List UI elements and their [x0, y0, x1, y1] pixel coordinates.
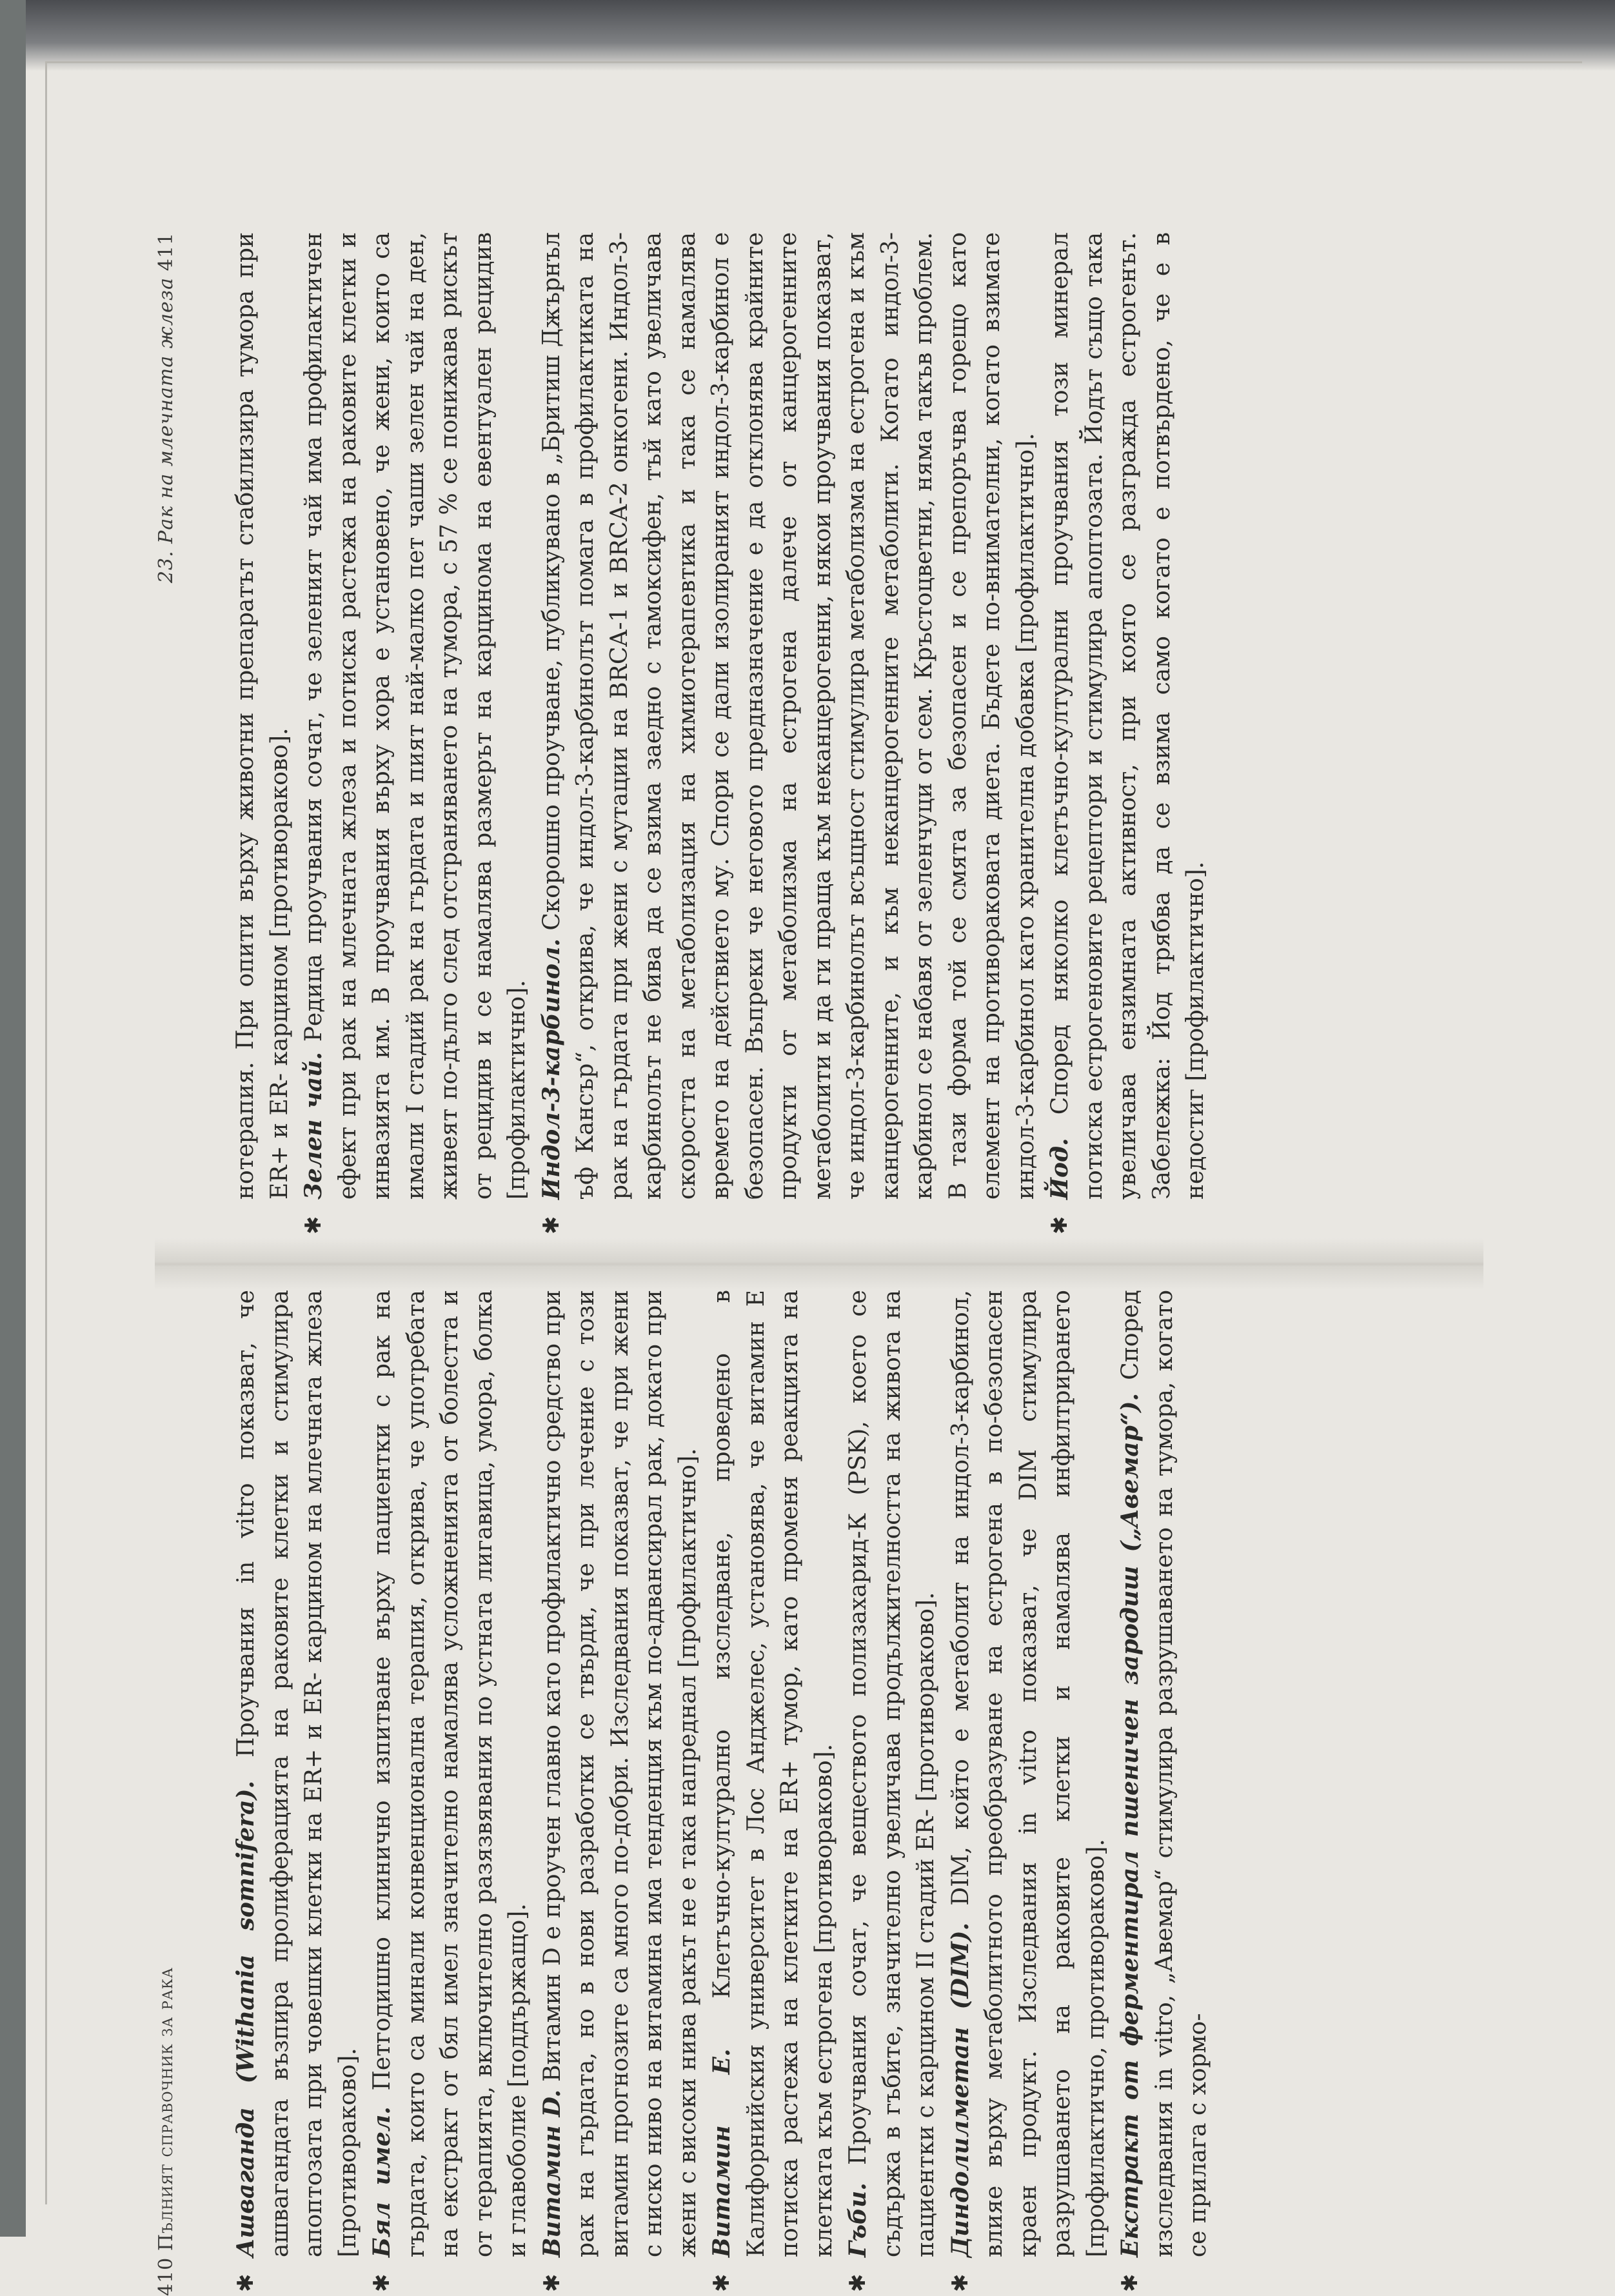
right-page — [155, 232, 1483, 1238]
entry-text: Клетъчно-културално изследване, проведено в Калифорнийския университет в Лос Анджелес, установява, че витамин Е потиска растежа на клетките на ER+ тумор, като променя реакцията на клетката към естрогена [противораково]. — [709, 1290, 837, 2257]
left-running-head — [155, 1290, 193, 2296]
left-page-number: 410 — [155, 2257, 177, 2296]
left-page-body — [229, 1290, 1216, 2296]
entry-mistletoe — [365, 1290, 535, 2296]
book-gutter — [155, 1238, 1483, 1290]
entry-term: Диндолилметан (DIM). — [946, 1922, 974, 2257]
bullet-icon: ✱ — [1047, 1216, 1073, 1234]
book-spread — [155, 232, 1483, 2296]
right-running-title: 23. Рак на млечната жлеза — [155, 277, 177, 584]
entry-text: Проучвания сочат, че веществото полизахарид-К (PSK), което се съдържа в гъбите, значително увеличава продължителността на живота на пациентки с карцином II стадий ER- [противораково]. — [845, 1290, 939, 2257]
entry-term: Витамин D. — [538, 2089, 566, 2257]
entry-term: Екстракт от ферментирал пшеничен зародиш („Авемар“). — [1116, 1392, 1144, 2257]
entry-term: Зелен чай. — [300, 1052, 327, 1200]
entry-ashwagandha — [229, 1290, 365, 2296]
entry-text: Витамин D е проучен главно като профилактично средство при рак на гърдата, но в нови разработки се твърди, че при лечение с този витамин прогнозите са много по-добри. Изследвания показват, че при жени с ниско ниво на витамина има тенденция към по-адвансирал рак, докато при жени с високи нива ракът не е така напреднал [профилактично]. — [539, 1290, 701, 2257]
left-running-title: Пълният справочник за рака — [155, 1967, 177, 2251]
bullet-icon: ✱ — [709, 2273, 735, 2292]
entry-term: Бял имел. — [368, 2106, 395, 2257]
entry-vitamin-d — [535, 1290, 706, 2296]
entry-text: Според изследвания in vitro, „Авемар“ стимулира разрушаването на тумора, когато се прилага с хормо- — [1117, 1289, 1211, 2257]
book-top-shadow — [0, 0, 1615, 71]
right-page-number: 411 — [155, 232, 177, 272]
entry-term: Индол-3-карбинол. — [537, 938, 565, 1200]
entry-vitamin-e — [705, 1290, 841, 2296]
entry-text: DIM, който е метаболит на индол-3-карбинол, влияе върху метаболитното преобразуване на естрогена в по-безопасен краен продукт. Изследвания in vitro показват, че DIM стимулира разрушаването на раковите клетки и намалява инфилтрирането [профилактично, противораково]. — [947, 1290, 1109, 2257]
entry-indole-3-carbinol — [535, 232, 1044, 1238]
bullet-icon: ✱ — [538, 1216, 564, 1234]
entry-text: Според няколко клетъчно-културални проучвания този минерал потиска естрогеновите рецептори и стимулира апоптозата. Йодът също така увеличава ензимната активност, при която се разгражда естрогенът. Забележка: Йод трябва да се взима само когато е потвърдено, че е в недостиг [профилактично]. — [1047, 232, 1209, 1200]
entry-avemar — [1113, 1290, 1216, 2296]
right-running-head — [155, 232, 193, 1238]
scan-edge — [0, 0, 26, 2237]
entry-green-tea — [297, 232, 535, 1238]
entry-mushrooms — [841, 1290, 944, 2296]
entry-text: Петгодишно клинично изпитване върху пациентки с рак на гърдата, които са минали конвенционална терапия, открива, че употребата на екстракт от бял имел значително намалява усложненията от болестта и от терапията, включително разязвявания по устната лигавица, умора, болка и главоболие [поддържащо]. — [369, 1289, 531, 2257]
bullet-icon: ✱ — [369, 2273, 395, 2292]
left-page — [155, 1290, 1483, 2296]
entry-text: Редица проучвания сочат, че зеленият чай има профилактичен ефект при рак на млечната жлеза и потиска растежа на раковите клетки и инвазията им. В проучвания върху хора е установено, че жени, които са имали I стадий рак на гърдата и пият най-малко пет чаши зелен чай на ден, живеят по-дълго след отстраняването на тумора, с 57 % се понижава рискът от рецидив и се намалява размерът на карцинома на евентуален рецидив [профилактично]. — [301, 232, 530, 1200]
entry-term: Ашваганда (Withania somnifera). — [232, 1780, 259, 2257]
entry-text: Скорошно проучване, публикувано в „Бритиш Джърнъл ъф Кансър“, открива, че индол-3-карбинолът помага в профилактиката на рак на гърдата при жени с мутации на BRCA-1 и BRCA-2 онкогени. Индол-3-карбинолът не бива да се взима заедно с тамоксифен, тъй като увеличава скоростта на метаболизация на химиотерапевтика и така се намалява времето на действието му. Спори се дали изолираният индол-3-карбинол е безопасен. Въпреки че неговото предназначение е да отклонява крайните продукти от метаболизма на естрогена далече от канцерогенните метаболити и да ги праща към неканцерогенни, някои проучвания показват, че индол-3-карбинолът всъщност стимулира метаболизма на естрогена и към канцерогенните, и към неканцерогенните метаболити. Когато индол-3-карбинол се набавя от зеленчуци от сем. Кръстоцветни, няма такъв проблем. В тази форма той се смята за безопасен и се препоръчва горещо като елемент на противораковата диета. Бъдете по-внимателни, когато взимате индол-3-карбинол като хранителна добавка [профилактично]. — [538, 232, 1039, 1200]
entry-term: Витамин Е. — [708, 2048, 735, 2257]
bullet-icon: ✱ — [301, 1216, 326, 1234]
bullet-icon: ✱ — [233, 2273, 259, 2292]
bullet-icon: ✱ — [1117, 2273, 1143, 2292]
entry-text: Проучвания in vitro показват, че ашвагандата възпира пролиферацията на раковите клетки и стимулира апоптозата при човешки клетки на ER+ и ER- карцином на млечната жлеза [противораково]. — [233, 1290, 361, 2257]
entry-iodine — [1043, 232, 1213, 1238]
continuation-text: нотерапия. При опити върху животни препаратът стабилизира тумора при ER+ и ER- карцином [противораково]. — [232, 232, 293, 1200]
bullet-icon: ✱ — [539, 2273, 565, 2292]
entry-term: Йод. — [1046, 1138, 1073, 1200]
bullet-icon: ✱ — [947, 2273, 973, 2292]
bullet-icon: ✱ — [845, 2273, 871, 2292]
entry-dim — [944, 1290, 1114, 2296]
right-page-body — [229, 232, 1213, 1238]
entry-term: Гъби. — [844, 2182, 871, 2257]
